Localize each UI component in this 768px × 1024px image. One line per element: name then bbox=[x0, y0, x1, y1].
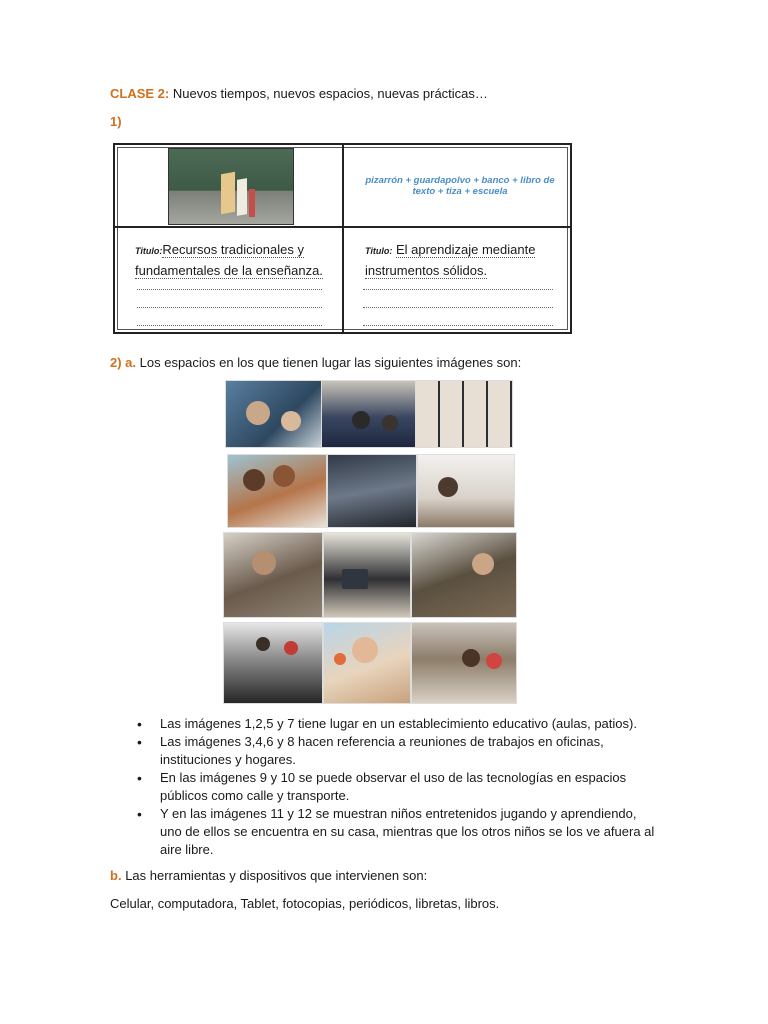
photo-2 bbox=[321, 380, 417, 448]
photo-8 bbox=[323, 532, 411, 618]
section1-number: 1) bbox=[110, 114, 122, 129]
photo-6 bbox=[417, 454, 515, 528]
photo-5 bbox=[327, 454, 417, 528]
image-caption: pizarrón + guardapolvo + banco + libro de texto + tiza + escuela bbox=[365, 175, 555, 197]
heading-prefix: CLASE 2: bbox=[110, 86, 170, 101]
tools-answer: Celular, computadora, Tablet, fotocopias, periódicos, libretas, libros. bbox=[110, 896, 500, 911]
bullet-item: • Las imágenes 1,2,5 y 7 tiene lugar en un establecimiento educativo (aulas, patios). bbox=[137, 715, 657, 733]
photo-grid bbox=[220, 378, 520, 704]
heading-text: Nuevos tiempos, nuevos espacios, nuevas prácticas… bbox=[172, 86, 488, 101]
photo-7 bbox=[223, 532, 323, 618]
photo-3 bbox=[415, 380, 513, 448]
section2-question bbox=[110, 355, 521, 370]
photo-11 bbox=[323, 622, 411, 704]
section2-prefix: 2) a. bbox=[110, 355, 137, 370]
photo-10 bbox=[223, 622, 323, 704]
photo-1 bbox=[225, 380, 323, 448]
bullet-item: • En las imágenes 9 y 10 se puede observar el uso de las tecnologías en espacios públicos como calle y transporte. bbox=[137, 769, 657, 805]
left-title-line1: Recursos tradicionales y bbox=[162, 242, 304, 257]
section2b-prefix: b. bbox=[110, 868, 122, 883]
right-title-line1: El aprendizaje mediante bbox=[395, 242, 536, 257]
bullet-list bbox=[137, 715, 657, 859]
left-title-label: Titulo: bbox=[135, 246, 163, 256]
photo-12 bbox=[411, 622, 517, 704]
section2b-text: Las herramientas y dispositivos que intervienen son: bbox=[125, 868, 428, 883]
section2b-question bbox=[110, 868, 427, 883]
chalkboard-image bbox=[168, 148, 294, 225]
activity-table bbox=[113, 143, 572, 334]
bullet-item: • Y en las imágenes 11 y 12 se muestran niños entretenidos jugando y aprendiendo, uno de ellos se encuentra en su casa, mientras que los otros niños se los ve afuera al aire libre. bbox=[137, 805, 657, 859]
right-title bbox=[365, 240, 535, 280]
bullet-item: • Las imágenes 3,4,6 y 8 hacen referencia a reuniones de trabajos en oficinas, instituciones y hogares. bbox=[137, 733, 657, 769]
section2-text: Los espacios en los que tienen lugar las siguientes imágenes son: bbox=[139, 355, 522, 370]
left-title bbox=[135, 240, 323, 280]
photo-4 bbox=[227, 454, 327, 528]
heading bbox=[110, 86, 488, 101]
right-title-line2: instrumentos sólidos. bbox=[365, 263, 488, 278]
right-title-label: Titulo: bbox=[365, 246, 393, 256]
left-title-line2: fundamentales de la enseñanza. bbox=[135, 263, 323, 278]
photo-9 bbox=[411, 532, 517, 618]
